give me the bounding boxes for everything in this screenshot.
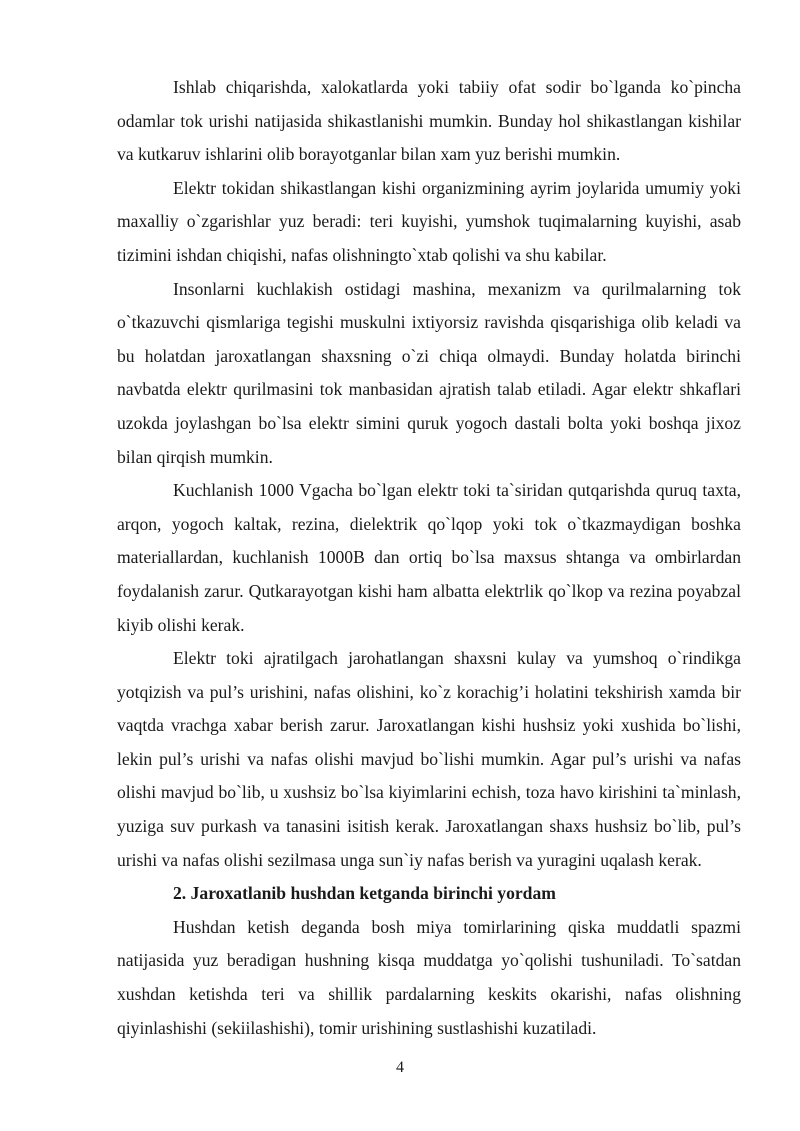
paragraph-5: Elektr toki ajratilgach jarohatlangan shaxsni kulay va yumshoq o`rindikga yotqizish va pul’s urishini, nafas olishini, ko`z korachig’i holatini tekshirish xamda bir vaqtda vrachga xabar berish zarur. Jaroxatlangan kishi hushsiz yoki xushida bo`lishi, lekin pul’s urishi va nafas olishi mavjud bo`lishi mumkin. Agar pul’s urishi va nafas olishi mavjud bo`lib, u xushsiz bo`lsa kiyimlarini echish, toza havo kirishini ta`minlash, yuziga suv purkash va tanasini isitish kerak. Jaroxatlangan shaxs hushsiz bo`lib, pul’s urishi va nafas olishi sezilmasa unga sun`iy nafas berish va yuragini uqalash kerak.: [117, 648, 741, 870]
paragraph-1: Ishlab chiqarishda, xalokatlarda yoki tabiiy ofat sodir bo`lganda ko`pincha odamlar tok urishi natijasida shikastlanishi mumkin. Bunday hol shikastlangan kishilar va kutkaruv ishlarini olib borayotganlar bilan xam yuz berishi mumkin.: [117, 77, 741, 165]
document-body: [117, 71, 741, 1045]
section-heading: 2. Jaroxatlanib hushdan ketganda birinchi yordam: [173, 883, 556, 904]
page-number: 4: [396, 1059, 404, 1076]
paragraph-4: Kuchlanish 1000 Vgacha bo`lgan elektr toki ta`siridan qutqarishda quruq taxta, arqon, yogoch kaltak, rezina, dielektrik qo`lqop yoki tok o`tkazmaydigan boshka materiallardan, kuchlanish 1000B dan ortiq bo`lsa maxsus shtanga va ombirlardan foydalanish zarur. Qutkarayotgan kishi ham albatta elektrlik qo`lkop va rezina poyabzal kiyib olishi kerak.: [117, 480, 741, 635]
section-paragraph-1: Hushdan ketish deganda bosh miya tomirlarining qiska muddatli spazmi natijasida yuz beradigan hushning kisqa muddatga yo`qolishi tushuniladi. To`satdan xushdan ketishda teri va shillik pardalarning keskits okarishi, nafas olishning qiyinlashishi (sekiilashishi), tomir urishining sustlashishi kuzatiladi.: [117, 916, 741, 1038]
paragraph-3: Insonlarni kuchlakish ostidagi mashina, mexanizm va qurilmalarning tok o`tkazuvchi qismlariga tegishi muskulni ixtiyorsiz ravishda qisqarishiga olib keladi va bu holatdan jaroxatlangan shaxsning o`zi chiqa olmaydi. Bunday holatda birinchi navbatda elektr qurilmasini tok manbasidan ajratish talab etiladi. Agar elektr shkaflari uzokda joylashgan bo`lsa elektr simini quruk yogoch dastali bolta yoki boshqa jixoz bilan qirqish mumkin.: [117, 278, 741, 467]
paragraph-2: Elektr tokidan shikastlangan kishi organizmining ayrim joylarida umumiy yoki maxalliy o`zgarishlar yuz beradi: teri kuyishi, yumshok tuqimalarning kuyishi, asab tizimini ishdan chiqishi, nafas olishningto`xtab qolishi va shu kabilar.: [117, 177, 741, 265]
